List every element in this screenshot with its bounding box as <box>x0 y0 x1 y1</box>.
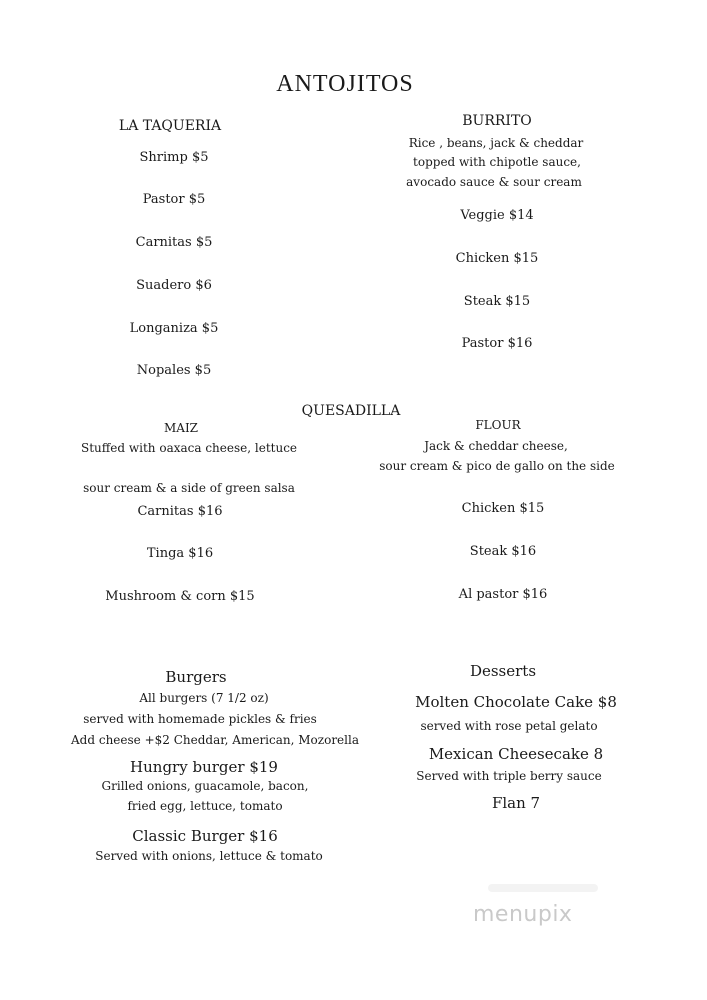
menu-item: Carnitas $5 <box>135 235 213 250</box>
hungry-burger-description: Grilled onions, guacamole, bacon, <box>101 779 309 793</box>
maiz-heading: MAIZ <box>163 421 199 435</box>
menu-item: Carnitas $16 <box>137 504 223 519</box>
menu-item: Pastor $5 <box>142 192 206 207</box>
menu-item: Chicken $15 <box>461 501 545 516</box>
watermark-smudge <box>488 884 598 892</box>
flan-name: Flan 7 <box>491 794 541 812</box>
menu-item: Veggie $14 <box>460 208 534 223</box>
menu-item: Mushroom & corn $15 <box>105 589 255 604</box>
menu-item: Tinga $16 <box>146 546 214 561</box>
burgers-description: All burgers (7 1/2 oz) <box>139 691 269 705</box>
cheesecake-name: Mexican Cheesecake 8 <box>428 745 604 763</box>
quesadilla-heading: QUESADILLA <box>301 403 401 419</box>
burrito-description: avocado sauce & sour cream <box>406 175 582 189</box>
classic-burger-name: Classic Burger $16 <box>132 827 278 845</box>
hungry-burger-description: fried egg, lettuce, tomato <box>127 799 283 813</box>
burrito-heading: BURRITO <box>462 113 532 129</box>
menu-item: Al pastor $16 <box>458 587 548 602</box>
watermark-logo: menupix <box>473 902 573 927</box>
flour-heading: FLOUR <box>475 418 521 432</box>
menu-item: Shrimp $5 <box>139 150 209 165</box>
menu-title: ANTOJITOS <box>276 71 414 97</box>
molten-cake-description: served with rose petal gelato <box>420 719 598 733</box>
molten-cake-name: Molten Chocolate Cake $8 <box>415 693 617 711</box>
menu-item: Steak $15 <box>463 294 531 309</box>
menu-item: Nopales $5 <box>136 363 212 378</box>
burrito-description: Rice , beans, jack & cheddar <box>408 136 584 150</box>
cheesecake-description: Served with triple berry sauce <box>416 769 602 783</box>
flour-description: sour cream & pico de gallo on the side <box>379 459 615 473</box>
menu-item: Chicken $15 <box>455 251 539 266</box>
burgers-description: Add cheese +$2 Cheddar, American, Mozorella <box>71 733 359 747</box>
menu-item: Steak $16 <box>469 544 537 559</box>
maiz-description: Stuffed with oaxaca cheese, lettuce <box>80 441 298 455</box>
desserts-heading: Desserts <box>469 662 537 680</box>
menu-item: Pastor $16 <box>461 336 533 351</box>
maiz-description: sour cream & a side of green salsa <box>83 481 295 495</box>
flour-description: Jack & cheddar cheese, <box>424 439 568 453</box>
taqueria-heading: LA TAQUERIA <box>118 118 222 134</box>
burgers-heading: Burgers <box>165 668 227 686</box>
menu-item: Suadero $6 <box>136 278 212 293</box>
hungry-burger-name: Hungry burger $19 <box>130 758 278 776</box>
classic-burger-description: Served with onions, lettuce & tomato <box>95 849 323 863</box>
burgers-description: served with homemade pickles & fries <box>83 712 317 726</box>
menu-item: Longaniza $5 <box>129 321 219 336</box>
burrito-description: topped with chipotle sauce, <box>413 155 581 169</box>
